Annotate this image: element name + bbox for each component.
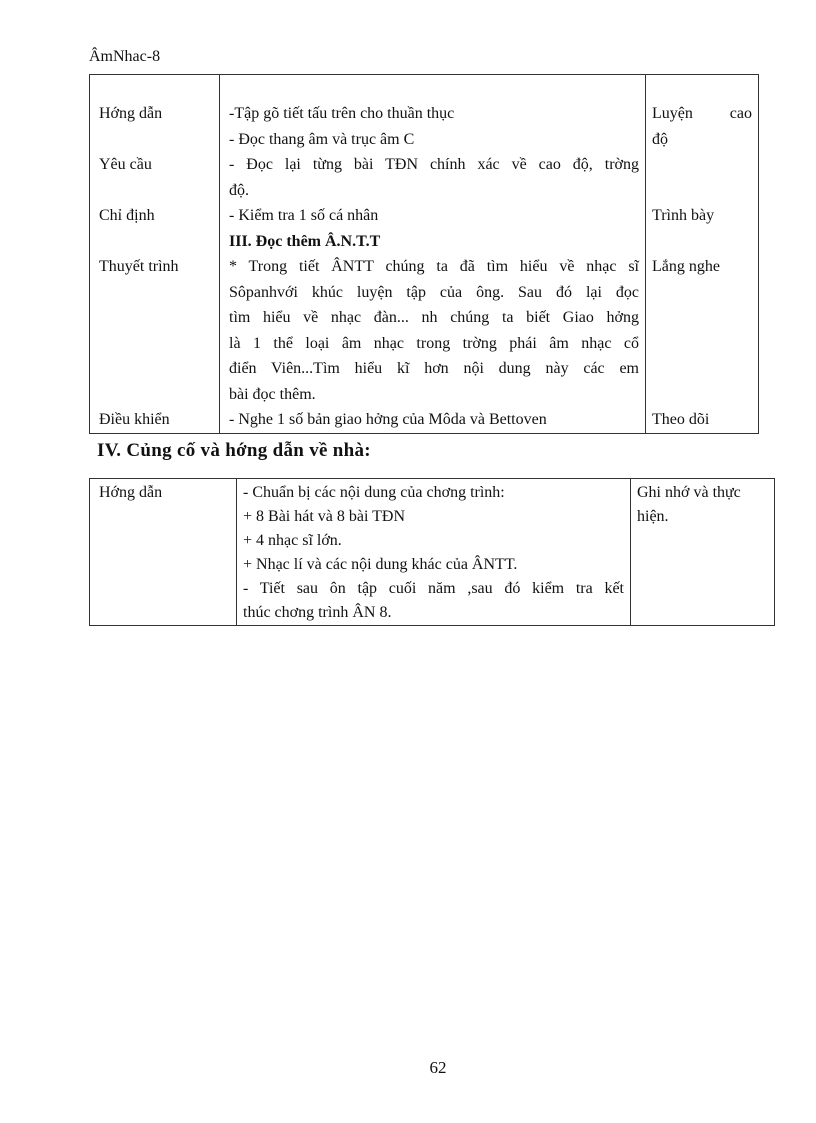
student-activity: Luyện cao [652,105,752,122]
student-activity: Trình bày [652,207,715,224]
student-activity: Lắng nghe [652,258,720,275]
teacher-activity [99,280,219,306]
student-activity: hiện. [637,508,669,525]
student-activity [652,152,752,178]
section-heading: III. Đọc thêm Â.N.T.T [229,232,381,250]
student-activity: độ [652,130,668,148]
content-line: bài đọc thêm. [229,385,316,403]
page-number: 62 [429,1058,447,1077]
content-line: - Tiết sau ôn tập cuối năm ,sau đó kiểm tra kết [243,580,624,597]
teacher-activity: Hớng dẫn [99,105,163,122]
teacher-activity [99,229,219,255]
student-activity: Ghi nhớ và thực [637,484,741,501]
content-line: - Kiểm tra 1 số cá nhân [229,207,379,224]
student-activity [652,356,752,382]
content-line: + Nhạc lí và các nội dung khác của ÂNTT. [243,556,518,573]
teacher-activity: Điều khiển [99,411,170,428]
homework-table [89,478,775,626]
content-line: + 8 Bài hát và 8 bài TĐN [243,508,406,525]
content-line: điển Viên...Tìm hiểu kĩ hơn nội dung này các em [229,360,639,377]
content-line: - Đọc lại từng bài TĐN chính xác về cao độ, trờng [229,156,639,173]
teacher-activity [99,305,219,331]
teacher-activity-column [90,479,237,626]
content-line: -Tập gõ tiết tấu trên cho thuần thục [229,105,455,122]
teacher-activity: Chỉ định [99,207,155,224]
student-activity-column [646,75,759,434]
content-line: Sôpanhvới khúc luyện tập của ông. Sau đó lại đọc [229,283,639,301]
content-line: - Đọc thang âm và trục âm C [229,130,415,148]
content-line: - Chuẩn bị các nội dung của chơng trình: [243,484,505,501]
teacher-activity [99,356,219,382]
content-column [237,479,631,626]
teacher-activity: Yêu cầu [99,156,152,173]
teacher-activity [99,178,219,204]
teacher-activity [99,331,219,357]
teacher-activity: Hớng dẫn [99,484,163,501]
content-column [220,75,646,434]
teacher-activity [99,127,219,153]
section-title: IV. Củng cố và hớng dẫn về nhà: [97,440,371,461]
content-line: độ. [229,181,249,199]
student-activity: Theo dõi [652,411,710,428]
student-activity [652,331,752,357]
student-activity-column [631,479,775,626]
content-line: tìm hiểu về nhạc đàn... nh chúng ta biết Giao hởng [229,309,639,326]
content-line: * Trong tiết ÂNTT chúng ta đã tìm hiểu về nhạc sĩ [229,258,639,275]
teacher-activity [99,382,219,408]
student-activity [652,280,752,306]
student-activity [652,229,752,255]
student-activity [652,178,752,204]
content-line: là 1 thể loại âm nhạc trong trờng phái âm nhạc cổ [229,334,639,352]
content-line: - Nghe 1 số bản giao hởng của Môda và Bettoven [229,411,547,428]
document-header: ÂmNhac-8 [89,48,161,65]
teacher-activity-column [90,75,220,434]
content-line: + 4 nhạc sĩ lớn. [243,532,342,549]
teacher-activity: Thuyết trình [99,258,179,275]
activity-table [89,74,759,434]
content-line: thúc chơng trình ÂN 8. [243,604,392,621]
student-activity [652,382,752,408]
student-activity [652,305,752,331]
